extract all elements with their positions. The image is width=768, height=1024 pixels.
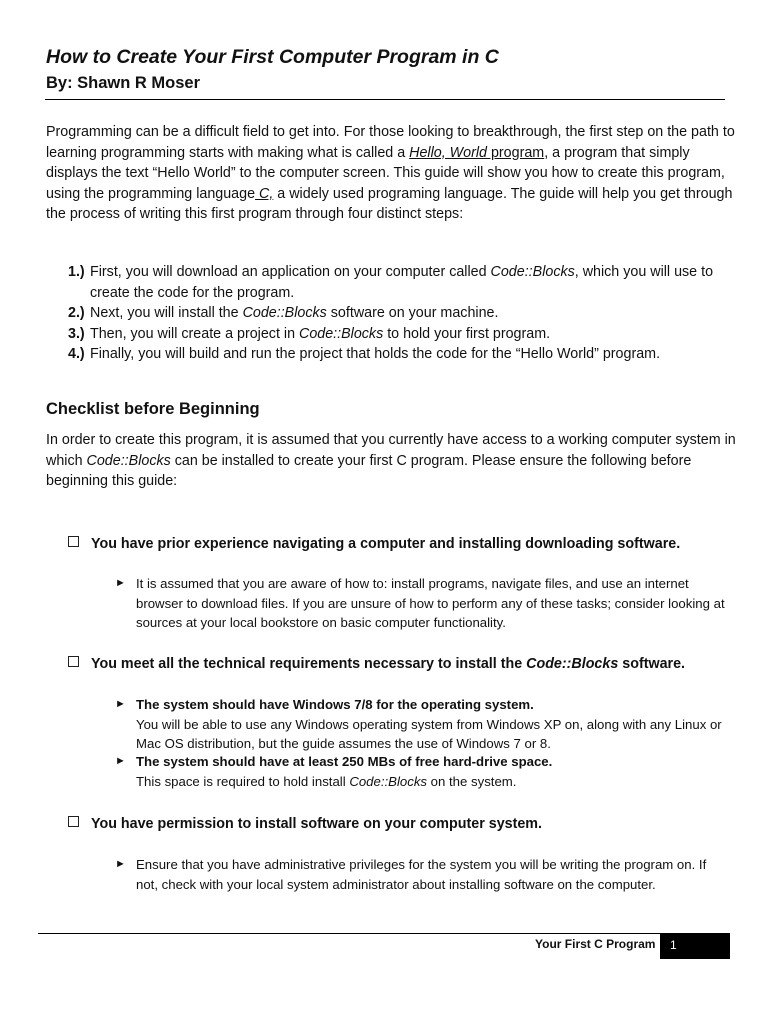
checkbox-icon[interactable] (68, 656, 79, 667)
checklist-item[interactable]: You have permission to install software on your computer system. (68, 816, 758, 832)
checkbox-icon[interactable] (68, 816, 79, 827)
checklist-item[interactable]: You meet all the technical requirements necessary to install the Code::Blocks software. (68, 656, 758, 672)
footer-label: Your First C Program (535, 937, 656, 951)
header-divider (45, 99, 725, 100)
bullet-item: ► Ensure that you have administrative privileges for the system you will be writing the program on. If not, check with your local system administrator about installing software on the computer. (115, 857, 707, 892)
bullet-item: ► The system should have at least 250 MBs of free hard-drive space. This space is required to hold install Code::Blocks on the system. (115, 754, 553, 789)
bullet-item: ► The system should have Windows 7/8 for the operating system. You will be able to use any Windows operating system from Windows XP on, along with any Linux or Mac OS distribution, but the guide assumes the use of Windows 7 or 8. (115, 697, 722, 751)
arrow-bullet-icon: ► (115, 577, 126, 589)
hello-world-link[interactable]: Hello, World program (409, 144, 545, 161)
steps-list (68, 262, 728, 365)
checkbox-icon[interactable] (68, 536, 79, 547)
arrow-bullet-icon: ► (115, 698, 126, 710)
footer-divider (38, 933, 730, 934)
step-item: 4.) Finally, you will build and run the project that holds the code for the “Hello World” program. (68, 346, 661, 362)
step-item: 2.) Next, you will install the Code::Blocks software on your machine. (68, 305, 499, 321)
checklist-intro: In order to create this program, it is assumed that you currently have access to a working computer system in which Code::Blocks can be installed to create your first C program. Please ensure the following before beginning this guide: (46, 432, 736, 489)
arrow-bullet-icon: ► (115, 858, 126, 870)
step-item: 1.) First, you will download an application on your computer called Code::Blocks, which you will use to create the code for the program. (68, 264, 714, 301)
author-line: By: Shawn R Moser (46, 74, 201, 92)
checklist-heading: Checklist before Beginning (46, 400, 260, 418)
step-item: 3.) Then, you will create a project in Code::Blocks to hold your first program. (68, 325, 551, 342)
page-number: 1 (660, 934, 730, 959)
bullet-item: ► It is assumed that you are aware of how to: install programs, navigate files, and use an internet browser to download files. If you are unsure of how to perform any of these tasks; consider looking at sources at your local bookstore on basic computer functionality. (115, 576, 725, 630)
document-title: How to Create Your First Computer Program in C (46, 46, 499, 68)
c-language-link[interactable]: C, (255, 185, 274, 202)
arrow-bullet-icon: ► (115, 755, 126, 767)
intro-paragraph: Programming can be a difficult field to get into. For those looking to breakthrough, the first step on the path to learning programming starts with making what is called a Hello, World program, a program that simply displays the text “Hello World” to the computer screen. This guide will show you how to create this program, using the programming language C, a widely used programing language. The guide will help you get through the process of writing this first program through four distinct steps: (46, 124, 735, 222)
checklist-item[interactable]: You have prior experience navigating a computer and installing downloading software. (68, 536, 758, 552)
